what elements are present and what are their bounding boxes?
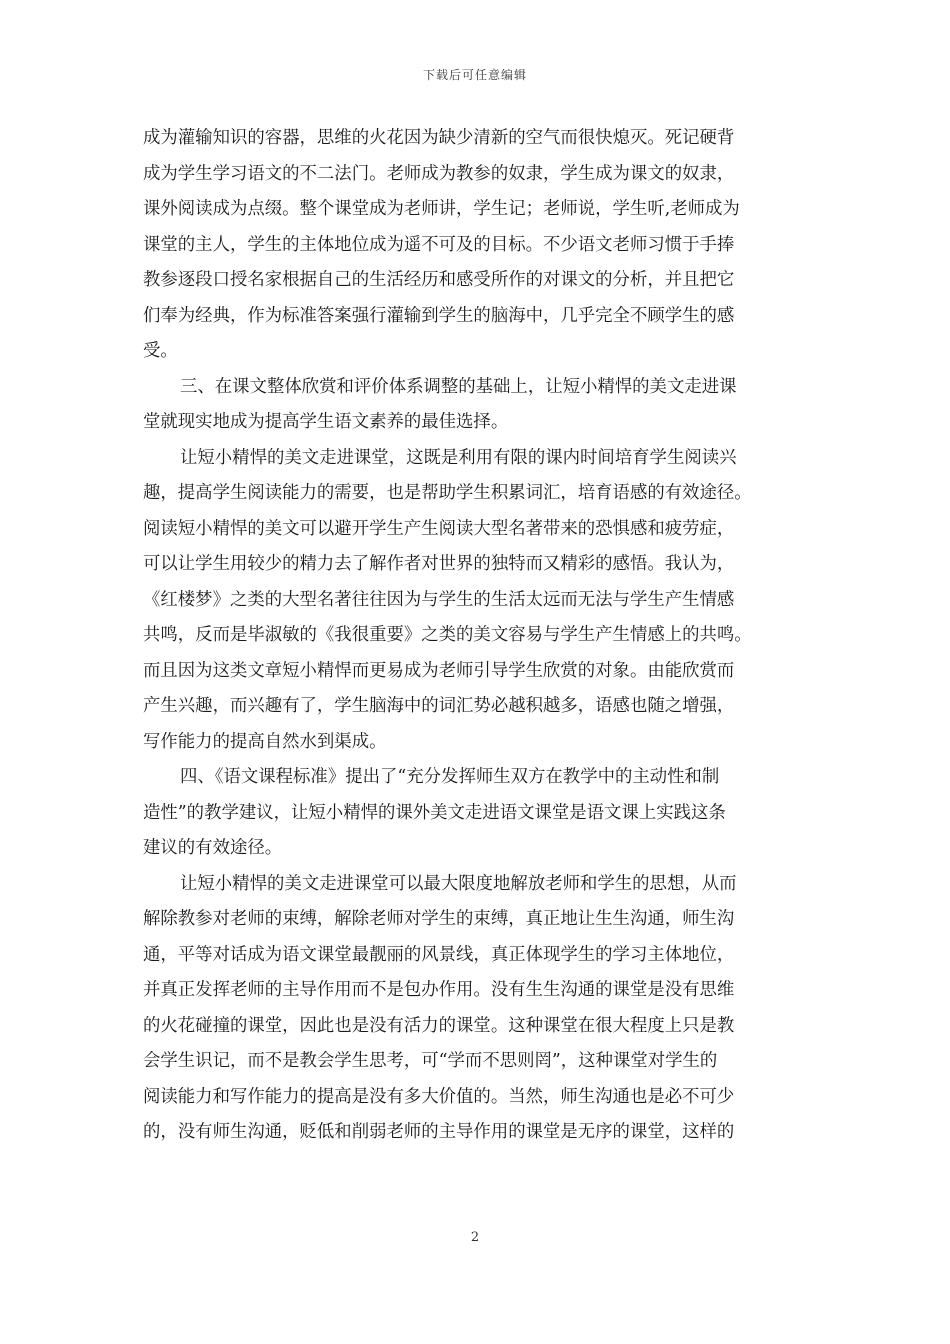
text-line: 可以让学生用较少的精力去了解作者对世界的独特而又精彩的感悟。我认为， [143, 554, 735, 574]
page-header: 下载后可任意编辑 [422, 68, 527, 82]
paragraph-start: 让短小精悍的美文走进课堂，这既是利用有限的课内时间培育学生阅读兴 [180, 447, 737, 468]
text-line: 阅读能力和写作能力的提高是没有多大价值的。当然，师生沟通也是必不可少 [143, 1086, 735, 1107]
text-line: 会学生识记，而不是教会学生思考，可“学而不思则罔”，这种课堂对学生的 [143, 1051, 718, 1071]
page-number: 2 [470, 1230, 480, 1245]
text-line: 通，平等对话成为语文课堂最靓丽的风景线，真正体现学生的学习主体地位， [143, 944, 735, 965]
text-line: 们奉为经典，作为标准答案强行灌输到学生的脑海中，几乎完全不顾学生的感 [143, 305, 735, 326]
text-line: 并真正发挥老师的主导作用而不是包办作用。没有生生沟通的课堂是没有思维 [143, 980, 735, 1000]
text-line: 产生兴趣，而兴趣有了，学生脑海中的词汇势必越积越多，语感也随之增强， [143, 696, 735, 716]
text-line: 解除教参对老师的束缚，解除老师对学生的束缚，真正地让生生沟通，师生沟 [143, 909, 735, 929]
text-line: 《红楼梦》之类的大型名著往往因为与学生的生活太远而无法与学生产生情感 [143, 589, 735, 610]
text-line: 造性”的教学建议，让短小精悍的课外美文走进语文课堂是语文课上实践这条 [143, 802, 726, 823]
text-line: 建议的有效途径。 [143, 838, 283, 858]
text-line: 趣，提高学生阅读能力的需要，也是帮助学生积累词汇，培育语感的有效途径。 [143, 483, 752, 503]
text-line: 教参逐段口授名家根据自己的生活经历和感受所作的对课文的分析，并且把它 [143, 270, 735, 290]
text-line: 成为灌输知识的容器，思维的火花因为缺少清新的空气而很快熄灭。死记硬背 [143, 128, 735, 148]
paragraph-start: 让短小精悍的美文走进课堂可以最大限度地解放老师和学生的思想，从而 [180, 873, 737, 894]
text-line: 课堂的主人，学生的主体地位成为遥不可及的目标。不少语文老师习惯于手捧 [143, 234, 735, 255]
text-line: 写作能力的提高自然水到渠成。 [143, 731, 387, 752]
text-line: 成为学生学习语文的不二法门。老师成为教参的奴隶，学生成为课文的奴隶， [143, 163, 735, 184]
text-line: 受。 [143, 341, 178, 361]
text-line: 阅读短小精悍的美文可以避开学生产生阅读大型名著带来的恐惧感和疲劳症， [143, 518, 735, 539]
section-heading-4: 四、《语文课程标准》提出了“充分发挥师生双方在教学中的主动性和制 [180, 767, 720, 787]
text-line: 共鸣，反而是毕淑敏的《我很重要》之类的美文容易与学生产生情感上的共鸣。 [143, 625, 752, 645]
section-heading-3: 三、在课文整体欣赏和评价体系调整的基础上，让短小精悍的美文走进课 [180, 376, 737, 397]
text-line: 的火花碰撞的课堂，因此也是没有活力的课堂。这种课堂在很大程度上只是教 [143, 1015, 735, 1036]
text-line: 而且因为这类文章短小精悍而更易成为老师引导学生欣赏的对象。由能欣赏而 [143, 660, 735, 681]
document-body [143, 121, 811, 1151]
text-line: 课外阅读成为点缀。整个课堂成为老师讲，学生记；老师说，学生听,老师成为 [143, 199, 740, 219]
text-line: 的，没有师生沟通，贬低和削弱老师的主导作用的课堂是无序的课堂，这样的 [143, 1122, 735, 1142]
text-line: 堂就现实地成为提高学生语文素养的最佳选择。 [143, 412, 509, 432]
